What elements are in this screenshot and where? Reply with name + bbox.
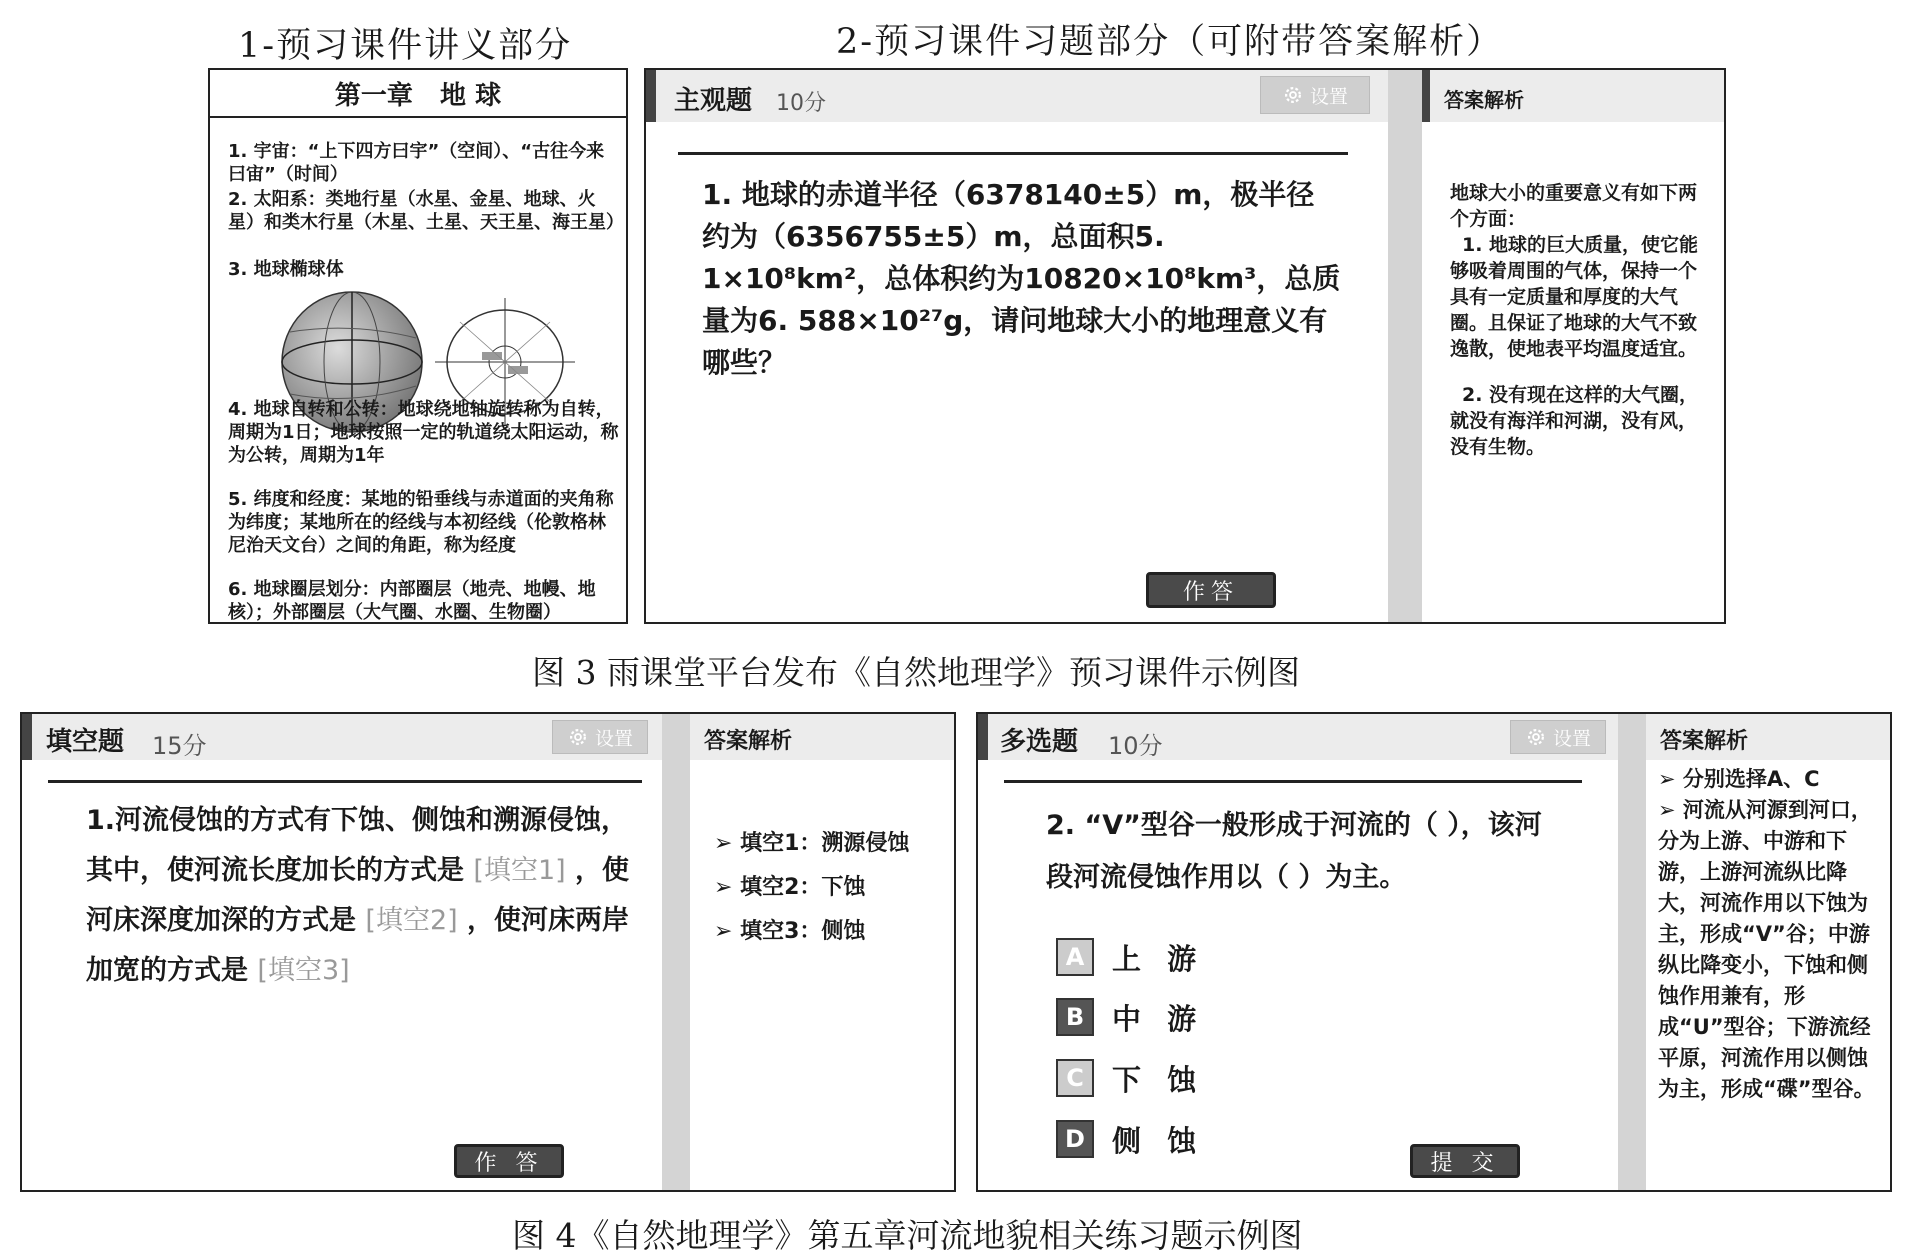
- multi-divider: [1004, 780, 1582, 783]
- heading-exercise: 2-预习课件习题部分（可附带答案解析）: [836, 22, 1504, 62]
- multi-options: [1056, 928, 1204, 1170]
- settings-label: 设置: [594, 727, 633, 750]
- gear-icon: [1525, 726, 1547, 748]
- blank-3[interactable]: [填空3]: [257, 955, 350, 986]
- fill-question: [86, 796, 638, 996]
- option-key: C: [1056, 1059, 1094, 1097]
- option-a[interactable]: [1056, 928, 1204, 986]
- fill-question-text-3: ，使河床两岸加宽的方式是: [86, 905, 630, 986]
- analysis-intro: 地球大小的重要意义有如下两个方面：: [1450, 182, 1698, 230]
- multi-header-accent: [978, 714, 988, 760]
- fill-panel: [20, 712, 956, 1192]
- multi-analysis-list: [1658, 764, 1884, 1105]
- gear-icon: [567, 726, 589, 748]
- option-label: 中 游: [1112, 1001, 1205, 1036]
- analysis-point-1: 1. 地球的巨大质量，使它能够吸着周围的气体，保持一个具有一定质量和厚度的大气圈。且保证了地球的大气不致逸散，使地表平均温度适宜。: [1450, 234, 1699, 360]
- option-key: A: [1056, 938, 1094, 976]
- analysis-title: 答案解析: [1444, 88, 1524, 112]
- notes-panel: [208, 68, 628, 624]
- multi-question: 2. “V”型谷一般形成于河流的（ ），该河段河流侵蚀作用以（ ）为主。: [1046, 810, 1542, 893]
- figure3-caption: 图 3 雨课堂平台发布《自然地理学》预习课件示例图: [532, 653, 1300, 692]
- notes-item-1: 1. 宇宙：“上下四方曰宇”（空间）、“古往今来曰宙”（时间）: [228, 141, 605, 185]
- notes-item-3: 3. 地球椭球体: [228, 259, 344, 280]
- answer-button[interactable]: 作答: [1146, 572, 1276, 608]
- multi-score: 10分: [1108, 732, 1163, 760]
- fill-question-text-1: 1.河流侵蚀的方式有下蚀、侧蚀和溯源侵蚀，其中，使河流长度加长的方式是: [86, 805, 629, 886]
- fill-answer-button[interactable]: 作 答: [454, 1144, 564, 1178]
- gear-icon: [1282, 84, 1304, 106]
- option-c[interactable]: [1056, 1048, 1204, 1108]
- option-label: 上 游: [1112, 941, 1205, 976]
- option-key: D: [1056, 1120, 1094, 1158]
- multi-settings-button[interactable]: [1510, 720, 1606, 754]
- multi-answer-1: ➢ 分别选择A、C: [1658, 767, 1820, 791]
- notes-item-2: 2. 太阳系：类地行星（水星、金星、地球、火星）和类木行星（木星、土星、天王星、海王星）: [228, 189, 624, 233]
- blank-2[interactable]: [填空2]: [365, 905, 458, 936]
- heading-notes: 1-预习课件讲义部分: [238, 26, 573, 66]
- panel-gutter: [1388, 70, 1422, 624]
- multi-title: 多选题: [1000, 727, 1079, 757]
- multi-panel: [976, 712, 1892, 1192]
- notes-item-4: 4. 地球自转和公转：地球绕地轴旋转称为自转，周期为1日；地球按照一定的轨道绕太阳运动，称为公转，周期为1年: [228, 399, 619, 466]
- submit-button[interactable]: 提 交: [1410, 1144, 1520, 1178]
- fill-analysis-title: 答案解析: [704, 729, 793, 754]
- analysis-point-2: 2. 没有现在这样的大气圈，就没有海洋和河湖，没有风，没有生物。: [1450, 384, 1699, 458]
- notes-item-6: 6. 地球圈层划分：内部圈层（地壳、地幔、地核）；外部圈层（大气圈、水圈、生物圈）: [228, 579, 596, 623]
- fill-title: 填空题: [46, 727, 125, 757]
- multi-analysis-title: 答案解析: [1660, 729, 1749, 754]
- fill-answer-1: ➢ 填空1：溯源侵蚀: [714, 831, 910, 856]
- analysis-accent: [1422, 70, 1430, 122]
- settings-button[interactable]: [1260, 76, 1370, 114]
- divider: [678, 152, 1348, 155]
- blank-1[interactable]: [填空1]: [473, 855, 566, 886]
- fill-header-accent: [22, 714, 32, 760]
- option-label: 下 蚀: [1112, 1062, 1205, 1097]
- fill-divider: [48, 780, 642, 783]
- chapter-title: 第一章 地 球: [210, 70, 626, 118]
- subjective-panel: [644, 68, 1726, 624]
- fill-answer-3: ➢ 填空3：侧蚀: [714, 919, 866, 944]
- multi-gutter: [1618, 714, 1646, 1192]
- fill-analysis-list: [714, 822, 954, 954]
- multi-answer-2: ➢ 河流从河源到河口，分为上游、中游和下游，上游河流纵比降大，河流作用以下蚀为主，形成“V”谷；中游纵比降变小，下蚀和侧蚀作用兼有，形成“U”型谷；下游流经平原，河流作用以侧蚀为主，形成“碟”型谷。: [1658, 798, 1875, 1101]
- subjective-score: 10分: [776, 91, 826, 116]
- subjective-title: 主观题: [674, 86, 753, 116]
- header-accent: [646, 70, 656, 122]
- option-b[interactable]: [1056, 986, 1204, 1048]
- settings-label: 设置: [1552, 727, 1591, 750]
- fill-gutter: [662, 714, 690, 1192]
- subjective-question: 1. 地球的赤道半径（6378140±5）m，极半径约为（6356755±5）m，总面积5. 1×10⁸km²，总体积约为10820×10⁸km³，总质量为6. 588×10²⁷g，请问地球大小的地理意义有哪些？: [702, 178, 1341, 379]
- fill-answer-2: ➢ 填空2：下蚀: [714, 875, 866, 900]
- figure4-caption: 图 4《自然地理学》第五章河流地貌相关练习题示例图: [512, 1216, 1303, 1255]
- fill-score: 15分: [152, 732, 207, 760]
- option-d[interactable]: [1056, 1108, 1204, 1170]
- settings-label: 设置: [1309, 85, 1348, 108]
- notes-item-5: 5. 纬度和经度：某地的铅垂线与赤道面的夹角称为纬度；某地所在的经线与本初经线（伦敦格林尼治天文台）之间的角距，称为经度: [228, 489, 614, 556]
- option-key: B: [1056, 998, 1094, 1036]
- fill-settings-button[interactable]: [552, 720, 648, 754]
- fill-question-text-2: ，使河床深度加深的方式是: [86, 855, 630, 936]
- option-label: 侧 蚀: [1112, 1123, 1205, 1158]
